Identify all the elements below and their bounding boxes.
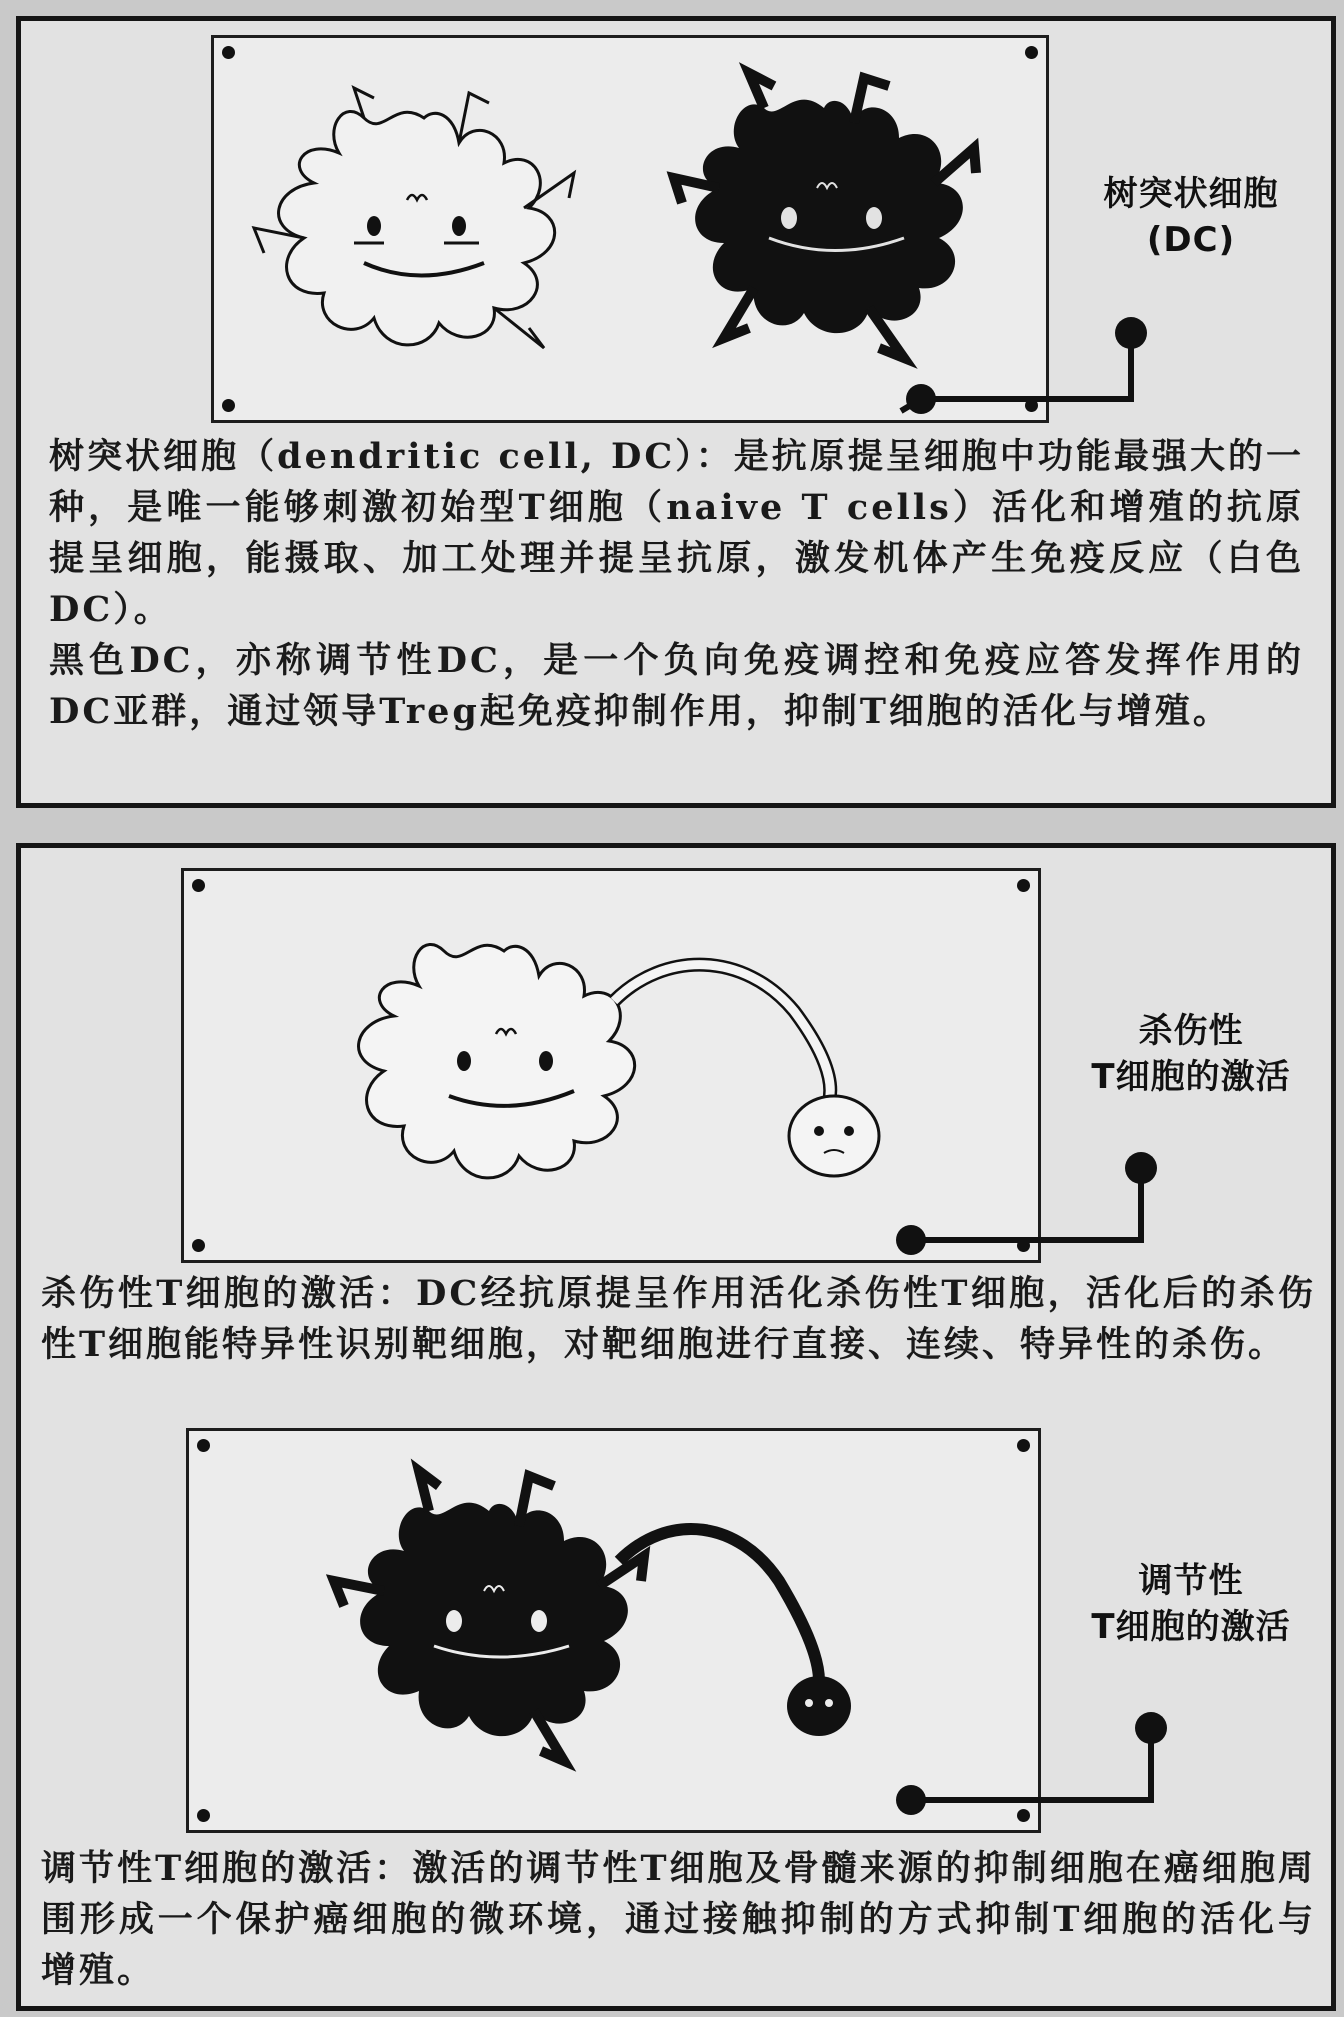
connector-line (881, 1708, 1201, 1848)
dc-paragraph-white: 树突状细胞（dendritic cell, DC）：是抗原提呈细胞中功能最强大的一种，是唯一能够刺激初始型T细胞（naive T cells）活化和增殖的抗原提呈细胞，能摄取、加工处理并提呈抗原，激发机体产生免疫反应（白色DC）。 (49, 436, 1304, 630)
connector-line (871, 1148, 1191, 1288)
black-dendritic-cell-icon (289, 1441, 929, 1801)
dc-description (49, 431, 1304, 737)
killer-t-description: 杀伤性T细胞的激活：DC经抗原提呈作用活化杀伤性T细胞，活化后的杀伤性T细胞能特异性识别靶细胞，对靶细胞进行直接、连续、特异性的杀伤。 (41, 1273, 1316, 1365)
dc-paragraph-black: 黑色DC，亦称调节性DC，是一个负向免疫调控和免疫应答发挥作用的DC亚群，通过领导Treg起免疫抑制作用，抑制T细胞的活化与增殖。 (49, 640, 1304, 732)
t-cell-activation-panel (16, 843, 1336, 2011)
dc-caption: 树突状细胞 (DC) (1103, 174, 1279, 260)
regulatory-t-description: 调节性T细胞的激活：激活的调节性T细胞及骨髓来源的抑制细胞在癌细胞周围形成一个保护癌细胞的微环境，通过接触抑制的方式抑制T细胞的活化与增殖。 (41, 1848, 1316, 1991)
white-dendritic-cell-icon (324, 891, 944, 1231)
dc-panel (16, 16, 1336, 808)
killer-t-caption: 杀伤性 T细胞的激活 (1091, 1011, 1291, 1097)
regulatory-t-caption: 调节性 T细胞的激活 (1091, 1561, 1291, 1647)
white-dendritic-cell-icon (244, 78, 604, 378)
